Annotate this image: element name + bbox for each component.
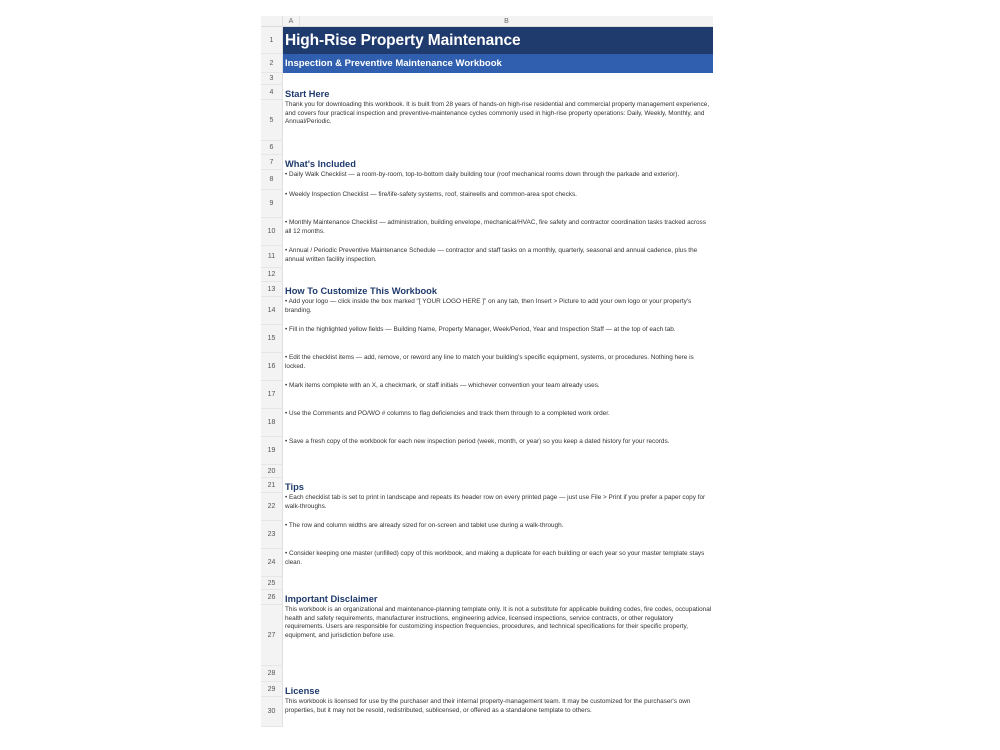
sheet-row	[261, 353, 713, 381]
row-number[interactable]: 4	[261, 85, 283, 100]
row-number[interactable]: 3	[261, 73, 283, 85]
row-number[interactable]: 18	[261, 409, 283, 437]
sheet-row	[261, 246, 713, 268]
row-number[interactable]: 11	[261, 246, 283, 268]
sheet-row	[261, 465, 713, 478]
body-text-cell[interactable]: • Consider keeping one master (unfilled) copy of this workbook, and making a duplicate for each building or each year so your master template stays clean.	[285, 550, 705, 566]
row-number[interactable]: 1	[261, 27, 283, 54]
row-number[interactable]: 9	[261, 190, 283, 218]
section-heading-cell[interactable]: Start Here	[285, 89, 330, 99]
section-heading-cell[interactable]: How To Customize This Workbook	[285, 286, 438, 296]
column-header-b[interactable]: B	[300, 16, 713, 27]
sheet-row	[261, 170, 713, 190]
section-heading-cell[interactable]: What's Included	[285, 159, 356, 169]
sheet-row	[261, 27, 713, 54]
body-text-cell[interactable]: • Daily Walk Checklist — a room-by-room, top-to-bottom daily building tour (roof mechanical rooms down through the parkade and exterior).	[285, 171, 680, 178]
body-text-cell[interactable]: This workbook is licensed for use by the purchaser and their internal property-management team. It may be customized for the purchaser's own properties, but it may not be resold, redistributed, sublicensed, or offered as a standalone template to others.	[285, 698, 691, 714]
sheet-row	[261, 54, 713, 73]
body-text-cell[interactable]: • Save a fresh copy of the workbook for each new inspection period (week, month, or year) so you keep a dated history for your records.	[285, 438, 670, 445]
sheet-row	[261, 325, 713, 353]
row-number[interactable]: 5	[261, 100, 283, 141]
sheet-row	[261, 682, 713, 697]
sheet-row	[261, 437, 713, 465]
body-text-cell[interactable]: • The row and column widths are already sized for on-screen and tablet use during a walk-through.	[285, 522, 564, 529]
body-text-cell[interactable]: • Fill in the highlighted yellow fields — Building Name, Property Manager, Week/Period, Year and Inspection Staff — at the top of each tab.	[285, 326, 676, 333]
row-number[interactable]: 27	[261, 605, 283, 666]
sheet-title-cell[interactable]: High-Rise Property Maintenance	[283, 27, 713, 54]
sheet-row	[261, 521, 713, 549]
row-number[interactable]: 24	[261, 549, 283, 577]
empty-cell[interactable]	[283, 141, 713, 155]
row-number[interactable]: 12	[261, 268, 283, 282]
body-text-cell[interactable]: • Annual / Periodic Preventive Maintenance Schedule — contractor and staff tasks on a monthly, quarterly, seasonal and annual cadence, plus the annual written facility inspection.	[285, 247, 698, 263]
row-number[interactable]: 22	[261, 493, 283, 521]
body-text-cell[interactable]: • Mark items complete with an X, a checkmark, or staff initials — whichever convention your team already uses.	[285, 382, 600, 389]
body-text-cell[interactable]: This workbook is an organizational and maintenance-planning template only. It is not a substitute for applicable building codes, fire codes, occupational health and safety requirements, manufacturer instructions, engineering advice, licensed inspections, service contracts, or other regulatory requirements. Users are responsible for customizing inspection frequencies, procedures, and technical specifications for their specific property, equipment, and jurisdiction before use.	[285, 606, 712, 639]
section-heading-cell[interactable]: License	[285, 686, 320, 696]
sheet-row	[261, 141, 713, 155]
body-text-cell[interactable]: • Each checklist tab is set to print in landscape and repeats its header row on every printed page — just use File > Print if you prefer a paper copy for walk-throughs.	[285, 494, 706, 510]
sheet-row	[261, 268, 713, 282]
row-number[interactable]: 7	[261, 155, 283, 170]
sheet-row	[261, 577, 713, 590]
sheet-row	[261, 409, 713, 437]
select-all-corner[interactable]	[261, 16, 283, 27]
row-number[interactable]: 13	[261, 282, 283, 297]
sheet-row	[261, 478, 713, 493]
sheet-row	[261, 549, 713, 577]
empty-cell[interactable]	[283, 268, 713, 282]
body-text-cell[interactable]: • Monthly Maintenance Checklist — administration, building envelope, mechanical/HVAC, fire safety and contractor coordination tasks tracked across all 12 months.	[285, 219, 706, 235]
empty-cell[interactable]	[283, 73, 713, 85]
empty-cell[interactable]	[283, 465, 713, 478]
sheet-row	[261, 605, 713, 666]
sheet-row	[261, 85, 713, 100]
body-text-cell[interactable]: Thank you for downloading this workbook. It is built from 28 years of hands-on high-rise residential and commercial property management experience, and covers four practical inspection and preventive-maintenance cycles commonly used in high-rise property operations: Daily, Weekly, Monthly, and Annual/Periodic.	[285, 101, 710, 126]
sheet-row	[261, 155, 713, 170]
sheet-row	[261, 73, 713, 85]
row-number[interactable]: 16	[261, 353, 283, 381]
body-text-cell[interactable]: • Use the Comments and PO/WO # columns to flag deficiencies and track them through to a completed work order.	[285, 410, 610, 417]
row-number[interactable]: 10	[261, 218, 283, 246]
row-number[interactable]: 2	[261, 54, 283, 73]
body-text-cell[interactable]: • Edit the checklist items — add, remove, or reword any line to match your building's specific equipment, systems, or procedures. Nothing here is locked.	[285, 354, 694, 370]
row-number[interactable]: 30	[261, 697, 283, 727]
sheet-row	[261, 218, 713, 246]
row-number[interactable]: 8	[261, 170, 283, 190]
row-number[interactable]: 23	[261, 521, 283, 549]
sheet-subtitle-cell[interactable]: Inspection & Preventive Maintenance Workbook	[283, 54, 713, 73]
sheet-row	[261, 493, 713, 521]
sheet-row	[261, 190, 713, 218]
row-number[interactable]: 21	[261, 478, 283, 493]
row-number[interactable]: 28	[261, 666, 283, 682]
row-number[interactable]: 29	[261, 682, 283, 697]
sheet-row	[261, 282, 713, 297]
body-text-cell[interactable]: • Weekly Inspection Checklist — fire/life-safety systems, roof, stairwells and common-area spot checks.	[285, 191, 577, 198]
section-heading-cell[interactable]: Important Disclaimer	[285, 594, 378, 604]
row-number[interactable]: 19	[261, 437, 283, 465]
row-number[interactable]: 25	[261, 577, 283, 590]
sheet-row	[261, 381, 713, 409]
sheet-row	[261, 697, 713, 727]
sheet-row	[261, 590, 713, 605]
row-number[interactable]: 20	[261, 465, 283, 478]
sheet-row	[261, 297, 713, 325]
row-number[interactable]: 17	[261, 381, 283, 409]
column-header-a[interactable]: A	[283, 16, 300, 27]
row-number[interactable]: 14	[261, 297, 283, 325]
sheet-row	[261, 100, 713, 141]
empty-cell[interactable]	[283, 666, 713, 682]
row-number[interactable]: 15	[261, 325, 283, 353]
sheet-row	[261, 666, 713, 682]
row-number[interactable]: 6	[261, 141, 283, 155]
body-text-cell[interactable]: • Add your logo — click inside the box marked "[ YOUR LOGO HERE ]" on any tab, then Insert > Picture to add your own logo or your property's branding.	[285, 298, 692, 314]
section-heading-cell[interactable]: Tips	[285, 482, 304, 492]
empty-cell[interactable]	[283, 577, 713, 590]
row-number[interactable]: 26	[261, 590, 283, 605]
